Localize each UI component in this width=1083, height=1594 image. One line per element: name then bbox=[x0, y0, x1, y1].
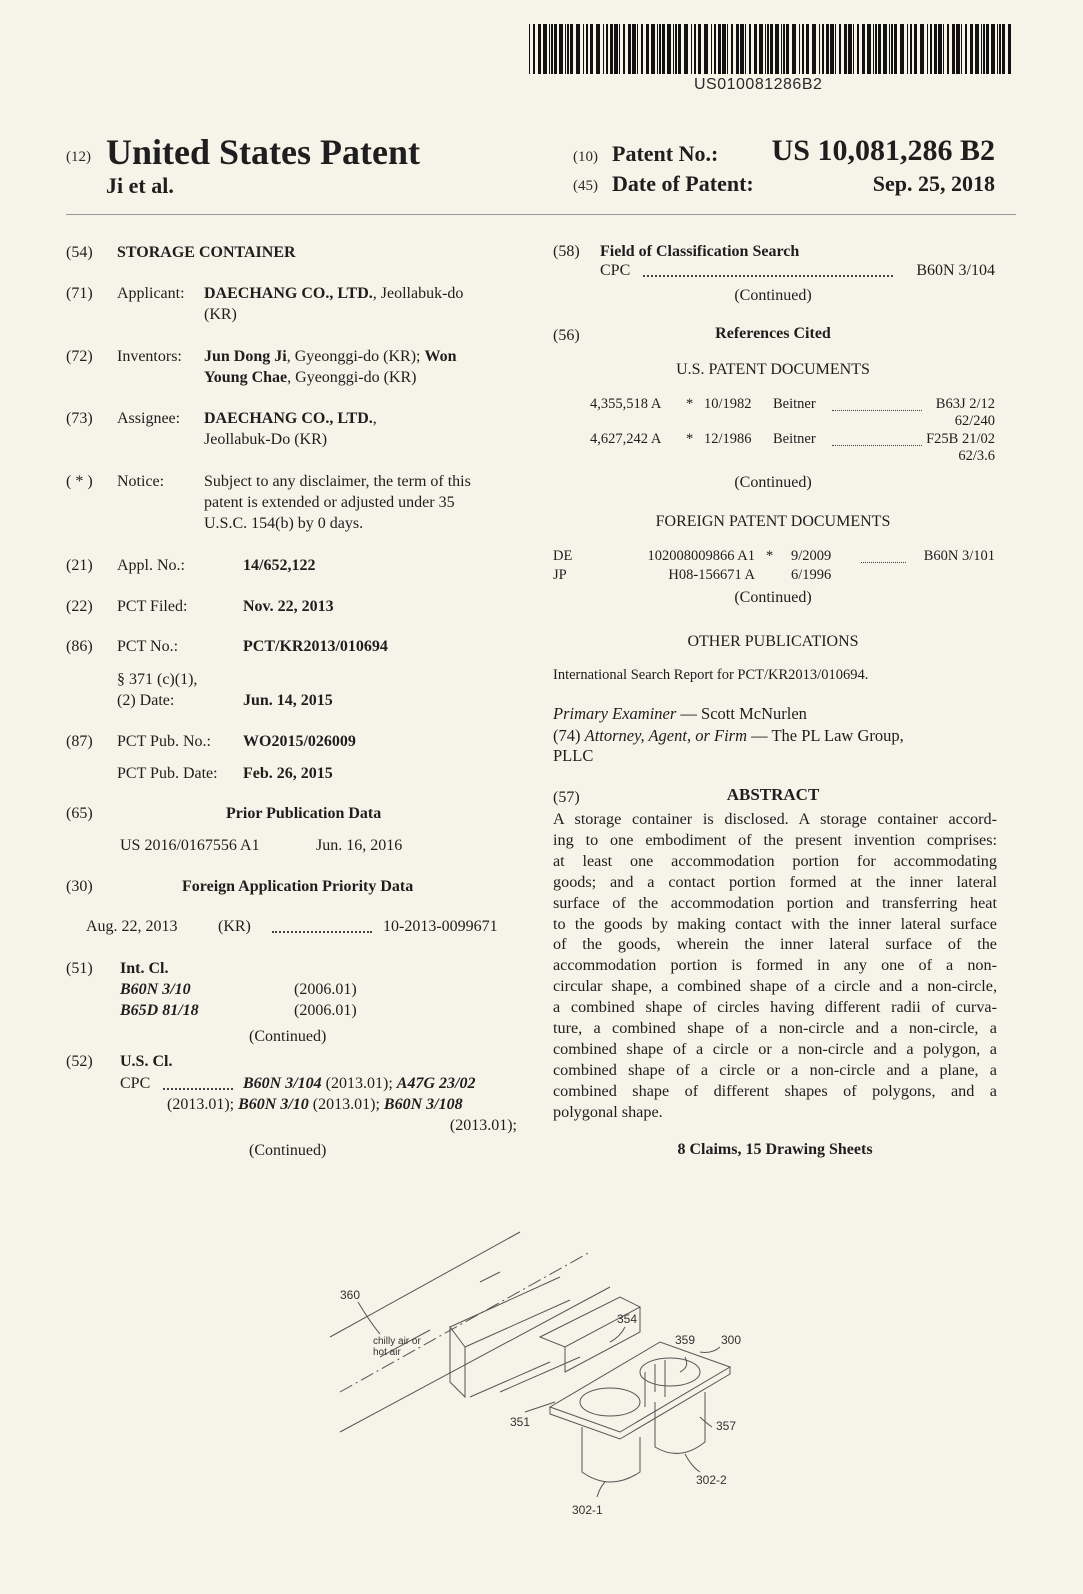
container-plate bbox=[550, 1342, 730, 1432]
barcode-bar bbox=[551, 24, 553, 74]
class-search-continued: (Continued) bbox=[734, 287, 812, 304]
examiner-name: — Scott McNurlen bbox=[676, 704, 807, 723]
barcode-bar bbox=[857, 24, 859, 74]
representative-drawing bbox=[320, 1222, 760, 1522]
abstract-line: at least one accommodation portion for accommodating bbox=[553, 851, 997, 870]
assignee-location: Jeollabuk-Do (KR) bbox=[204, 431, 328, 448]
leader-dots bbox=[861, 562, 906, 563]
barcode-bar bbox=[718, 24, 721, 74]
us-cl-line2 bbox=[167, 1094, 463, 1115]
notice-line1: Subject to any disclaimer, the term of this bbox=[204, 473, 471, 490]
prior-pub-date: Jun. 16, 2016 bbox=[316, 837, 403, 854]
inventors-line1 bbox=[204, 346, 456, 367]
assignee-comma: , bbox=[372, 410, 377, 427]
abstract-line: circular shape, a combined shape of a circle and a non-circle, bbox=[553, 977, 997, 996]
label-air-2: hot air bbox=[373, 1347, 401, 1358]
applicant-name: DAECHANG CO., LTD. bbox=[204, 285, 373, 302]
barcode-bar bbox=[981, 24, 982, 74]
barcode-bar bbox=[606, 24, 608, 74]
barcode-bar bbox=[704, 24, 708, 74]
barcode-bar bbox=[678, 24, 681, 74]
us-ref-name: Beitner bbox=[773, 431, 816, 447]
label-351: 351 bbox=[510, 1415, 531, 1429]
barcode-bar bbox=[991, 24, 995, 74]
barcode-bar bbox=[806, 24, 809, 74]
barcode-bar bbox=[956, 24, 960, 74]
barcode-bar bbox=[596, 24, 600, 74]
abstract-title: ABSTRACT bbox=[726, 785, 820, 804]
barcode-bar bbox=[567, 24, 569, 74]
abstract-line: surface of the accommodation portion and transferring heat bbox=[553, 893, 997, 912]
abstract-line: combined shape of a circle or a non-circle and a polygon, a bbox=[553, 1039, 997, 1058]
claims-summary: 8 Claims, 15 Drawing Sheets bbox=[677, 1141, 873, 1158]
code-21: (21) bbox=[66, 557, 93, 574]
label-302-1: 302-1 bbox=[572, 1503, 603, 1517]
barcode-bar bbox=[1002, 24, 1005, 74]
leader-line bbox=[700, 1417, 712, 1427]
barcode-bar bbox=[799, 24, 800, 74]
invention-title: STORAGE CONTAINER bbox=[117, 244, 296, 261]
date-label: Date of Patent: bbox=[612, 171, 754, 196]
int-cl-1: B60N 3/10 bbox=[120, 981, 191, 998]
examiner-label: Primary Examiner bbox=[553, 704, 677, 723]
patent-no-label: Patent No.: bbox=[612, 141, 719, 166]
barcode-bar bbox=[900, 24, 904, 74]
barcode-bar bbox=[781, 24, 782, 74]
notice-label: Notice: bbox=[117, 473, 165, 490]
barcode-bar bbox=[559, 24, 563, 74]
patent-title: United States Patent bbox=[106, 132, 420, 172]
barcode-bar bbox=[623, 24, 625, 74]
barcode-bar bbox=[586, 24, 588, 74]
barcode-bar bbox=[839, 24, 841, 74]
barcode-bar bbox=[610, 24, 613, 74]
barcode-bar bbox=[920, 24, 924, 74]
foreign-ref-date: 6/1996 bbox=[791, 567, 832, 583]
foreign-ref-class: B60N 3/101 bbox=[923, 548, 995, 564]
other-pub-entry: International Search Report for PCT/KR2013/010694. bbox=[553, 667, 869, 683]
barcode-bar bbox=[862, 24, 865, 74]
us-ref-star: * bbox=[686, 396, 694, 412]
us-cl-d: B60N 3/108 bbox=[383, 1096, 463, 1113]
int-cl-1-version: (2006.01) bbox=[294, 981, 357, 998]
assignee-name: DAECHANG CO., LTD. bbox=[204, 410, 373, 427]
barcode-bar bbox=[632, 24, 636, 74]
barcode-bar bbox=[533, 24, 535, 74]
barcode-bar bbox=[543, 24, 547, 74]
slide-rail bbox=[470, 1362, 550, 1397]
examiner-line bbox=[553, 704, 807, 724]
us-ref-class-2: 62/3.6 bbox=[958, 448, 995, 464]
pct-filed-value: Nov. 22, 2013 bbox=[243, 598, 334, 615]
prior-pub-number: US 2016/0167556 A1 bbox=[120, 837, 260, 854]
barcode-bar bbox=[722, 24, 726, 74]
barcode-bar bbox=[930, 24, 932, 74]
leader-line bbox=[700, 1347, 720, 1352]
us-ref-class-2: 62/240 bbox=[954, 413, 995, 429]
inventors-line2 bbox=[204, 367, 416, 388]
notice-line3: U.S.C. 154(b) by 0 days. bbox=[204, 515, 364, 532]
barcode-bar bbox=[947, 24, 949, 74]
prior-pub-title: Prior Publication Data bbox=[226, 805, 382, 822]
abstract-line: to the goods by making contact with the inner lateral surface bbox=[553, 914, 997, 933]
barcode-bar bbox=[826, 24, 829, 74]
barcode-bar bbox=[714, 24, 716, 74]
foreign-ref-country: DE bbox=[553, 548, 573, 564]
us-cl-cpc: CPC bbox=[120, 1075, 151, 1092]
barcode-bar bbox=[646, 24, 649, 74]
us-ref-date: 10/1982 bbox=[704, 396, 752, 412]
cup-body bbox=[582, 1427, 640, 1482]
cup-opening bbox=[580, 1388, 640, 1416]
code-71: (71) bbox=[66, 285, 93, 302]
foreign-ref-country: JP bbox=[553, 567, 567, 583]
barcode-bar bbox=[767, 24, 769, 74]
barcode-bar bbox=[554, 24, 557, 74]
priority-date: Aug. 22, 2013 bbox=[86, 918, 178, 935]
barcode bbox=[529, 24, 1011, 74]
notice-line2: patent is extended or adjusted under 35 bbox=[204, 494, 455, 511]
class-search-value: B60N 3/104 bbox=[916, 262, 995, 279]
barcode-bar bbox=[628, 24, 631, 74]
us-ref-name: Beitner bbox=[773, 396, 816, 412]
foreign-ref-star: * bbox=[766, 548, 774, 564]
barcode-bar bbox=[745, 24, 746, 74]
inventor-2-first: Won bbox=[424, 348, 457, 365]
code-51: (51) bbox=[66, 960, 93, 977]
foreign-patents-title: FOREIGN PATENT DOCUMENTS bbox=[655, 513, 891, 530]
label-354: 354 bbox=[617, 1312, 638, 1326]
barcode-bar bbox=[637, 24, 638, 74]
assignee-label: Assignee: bbox=[117, 410, 181, 427]
abstract-line: ture, a combined shape of a non-circle and a non-circle, a bbox=[553, 1019, 997, 1038]
us-ref-class: F25B 21/02 bbox=[926, 431, 995, 447]
barcode-bar bbox=[802, 24, 804, 74]
barcode-bar bbox=[878, 24, 881, 74]
appl-no-value: 14/652,122 bbox=[243, 557, 316, 574]
barcode-bar bbox=[641, 24, 643, 74]
code-notice: ( * ) bbox=[66, 473, 93, 490]
assignee-value bbox=[204, 408, 377, 429]
inventor-1: Jun Dong Ji bbox=[204, 348, 287, 365]
us-cl-b-year: (2013.01); bbox=[167, 1096, 239, 1113]
foreign-ref-number: H08-156671 A bbox=[668, 567, 755, 583]
code-74: (74) bbox=[553, 726, 585, 745]
header-divider bbox=[66, 214, 1016, 215]
barcode-bar bbox=[819, 24, 820, 74]
cup-body bbox=[655, 1392, 705, 1453]
foreign-ref-number: 102008009866 A1 bbox=[647, 548, 755, 564]
barcode-bar bbox=[775, 24, 779, 74]
abstract-body bbox=[553, 809, 997, 1123]
leader-dots bbox=[272, 931, 372, 933]
barcode-bar bbox=[986, 24, 989, 74]
barcode-bar bbox=[822, 24, 824, 74]
pct-pub-date: Feb. 26, 2015 bbox=[243, 765, 333, 782]
sec371-label: § 371 (c)(1), bbox=[117, 671, 198, 688]
abstract-line: a combined shape of circles having different radii of curva- bbox=[553, 998, 997, 1017]
code-10: (10) bbox=[573, 149, 598, 165]
barcode-bar bbox=[894, 24, 897, 74]
inventor-2-last: Young Chae bbox=[204, 369, 288, 386]
us-patents-title: U.S. PATENT DOCUMENTS bbox=[676, 361, 870, 378]
abstract-line: of the goods, wherein the inner lateral surface of the bbox=[553, 935, 997, 954]
barcode-bar bbox=[891, 24, 893, 74]
barcode-bar bbox=[952, 24, 955, 74]
code-86: (86) bbox=[66, 638, 93, 655]
barcode-bar bbox=[999, 24, 1001, 74]
barcode-bar bbox=[844, 24, 847, 74]
inventor-2-location: , Gyeonggi-do (KR) bbox=[287, 369, 417, 386]
label-air-1: chilly air or bbox=[373, 1336, 421, 1347]
barcode-bar bbox=[889, 24, 890, 74]
label-302-2: 302-2 bbox=[696, 1473, 727, 1487]
barcode-bar bbox=[590, 24, 593, 74]
cup-opening bbox=[640, 1358, 700, 1386]
us-ref-date: 12/1986 bbox=[704, 431, 752, 447]
applicant-location: , Jeollabuk-do bbox=[372, 285, 464, 302]
barcode-bar bbox=[765, 24, 766, 74]
priority-number: 10-2013-0099671 bbox=[383, 918, 498, 935]
barcode-bar bbox=[961, 24, 962, 74]
barcode-bar bbox=[812, 24, 816, 74]
patent-date: Sep. 25, 2018 bbox=[872, 171, 995, 196]
barcode-bar bbox=[659, 24, 661, 74]
rail-line bbox=[480, 1272, 500, 1282]
barcode-bar bbox=[711, 24, 712, 74]
barcode-bar bbox=[997, 24, 998, 74]
barcode-bar bbox=[583, 24, 584, 74]
rail-line bbox=[330, 1232, 520, 1337]
priority-title: Foreign Application Priority Data bbox=[182, 878, 414, 895]
attorney-line2: PLLC bbox=[553, 746, 594, 765]
code-72: (72) bbox=[66, 348, 93, 365]
barcode-bar bbox=[691, 24, 692, 74]
int-cl-continued: (Continued) bbox=[249, 1028, 327, 1045]
barcode-bar bbox=[740, 24, 744, 74]
barcode-bar bbox=[565, 24, 566, 74]
barcode-bar bbox=[749, 24, 751, 74]
barcode-bar bbox=[770, 24, 773, 74]
barcode-bar bbox=[875, 24, 877, 74]
barcode-bar bbox=[983, 24, 985, 74]
code-30: (30) bbox=[66, 878, 93, 895]
abstract-line: combined shape of a circle or a non-circle and a plane, a bbox=[553, 1060, 997, 1079]
pct-pub-no-value: WO2015/026009 bbox=[243, 733, 356, 750]
pct-filed-label: PCT Filed: bbox=[117, 598, 188, 615]
barcode-bar bbox=[934, 24, 937, 74]
appl-no-label: Appl. No.: bbox=[117, 557, 185, 574]
code-58: (58) bbox=[553, 243, 580, 260]
class-search-cpc: CPC bbox=[600, 262, 631, 279]
barcode-bar bbox=[783, 24, 785, 74]
barcode-bar bbox=[914, 24, 917, 74]
barcode-bar bbox=[943, 24, 944, 74]
leader-dots bbox=[832, 445, 922, 446]
leader-line bbox=[685, 1454, 700, 1472]
us-refs-continued: (Continued) bbox=[734, 474, 812, 491]
us-cl-line1 bbox=[243, 1073, 475, 1094]
barcode-bar bbox=[576, 24, 580, 74]
barcode-bar bbox=[549, 24, 550, 74]
barcode-bar bbox=[965, 24, 967, 74]
authors: Ji et al. bbox=[106, 173, 174, 198]
code-57: (57) bbox=[553, 789, 580, 806]
int-cl-title: Int. Cl. bbox=[120, 960, 169, 977]
pct-no-label: PCT No.: bbox=[117, 638, 179, 655]
priority-country: (KR) bbox=[218, 918, 251, 935]
abstract-line: accommodation portion is formed in any one of a non- bbox=[553, 956, 997, 975]
barcode-bar bbox=[830, 24, 834, 74]
barcode-bar bbox=[927, 24, 928, 74]
int-cl-2-version: (2006.01) bbox=[294, 1002, 357, 1019]
pct-pub-no-label: PCT Pub. No.: bbox=[117, 733, 211, 750]
label-300: 300 bbox=[721, 1333, 742, 1347]
code-73: (73) bbox=[66, 410, 93, 427]
barcode-number: US010081286B2 bbox=[694, 76, 823, 93]
attorney-label: Attorney, Agent, or Firm bbox=[584, 726, 748, 745]
barcode-bar bbox=[873, 24, 874, 74]
leader-dots bbox=[163, 1088, 233, 1090]
barcode-bar bbox=[673, 24, 674, 74]
barcode-bar bbox=[694, 24, 696, 74]
code-52: (52) bbox=[66, 1053, 93, 1070]
barcode-bar bbox=[759, 24, 763, 74]
barcode-bar bbox=[529, 24, 530, 74]
barcode-bar bbox=[848, 24, 852, 74]
references-title: References Cited bbox=[715, 325, 831, 342]
barcode-bar bbox=[675, 24, 677, 74]
partition bbox=[450, 1327, 465, 1397]
barcode-bar bbox=[667, 24, 671, 74]
us-cl-b: A47G 23/02 bbox=[396, 1075, 476, 1092]
partition-edge bbox=[465, 1300, 570, 1347]
us-ref-class: B63J 2/12 bbox=[935, 396, 995, 412]
us-cl-c: B60N 3/10 bbox=[238, 1096, 309, 1113]
us-ref-number: 4,627,242 A bbox=[590, 431, 662, 447]
barcode-bar bbox=[938, 24, 942, 74]
barcode-bar bbox=[657, 24, 658, 74]
applicant-label: Applicant: bbox=[117, 285, 185, 302]
us-cl-continued: (Continued) bbox=[249, 1142, 327, 1159]
attorney-name: — The PL Law Group, bbox=[747, 726, 904, 745]
barcode-bar bbox=[603, 24, 604, 74]
pct-pub-date-label: PCT Pub. Date: bbox=[117, 765, 218, 782]
barcode-bar bbox=[975, 24, 979, 74]
code-54: (54) bbox=[66, 244, 93, 261]
code-12: (12) bbox=[66, 149, 91, 165]
applicant-country: (KR) bbox=[204, 306, 237, 323]
patent-number: US 10,081,286 B2 bbox=[771, 134, 995, 167]
barcode-bar bbox=[1008, 24, 1011, 74]
code-87: (87) bbox=[66, 733, 93, 750]
partition-edge bbox=[450, 1277, 560, 1327]
inventors-label: Inventors: bbox=[117, 348, 182, 365]
inventor-1-location: , Gyeonggi-do (KR); bbox=[286, 348, 425, 365]
barcode-bar bbox=[754, 24, 757, 74]
barcode-bar bbox=[883, 24, 887, 74]
us-cl-d-year: (2013.01); bbox=[449, 1117, 517, 1134]
foreign-ref-date: 9/2009 bbox=[791, 548, 832, 564]
leader-line bbox=[597, 1482, 605, 1497]
contact-portion bbox=[645, 1360, 665, 1407]
slide-rail bbox=[500, 1357, 580, 1392]
sec371-date-label: (2) Date: bbox=[117, 692, 175, 709]
leader-line bbox=[610, 1327, 625, 1342]
barcode-bar bbox=[907, 24, 908, 74]
barcode-bar bbox=[910, 24, 912, 74]
attorney-line bbox=[553, 726, 904, 746]
barcode-bar bbox=[867, 24, 871, 74]
us-cl-title: U.S. Cl. bbox=[120, 1053, 173, 1070]
leader-line bbox=[358, 1302, 380, 1334]
leader-dots bbox=[643, 275, 893, 277]
barcode-bar bbox=[684, 24, 688, 74]
class-search-title: Field of Classification Search bbox=[600, 243, 800, 260]
us-ref-number: 4,355,518 A bbox=[590, 396, 662, 412]
abstract-line: ing to one embodiment of the present invention comprises: bbox=[553, 830, 997, 849]
us-cl-c-year: (2013.01); bbox=[308, 1096, 384, 1113]
code-56: (56) bbox=[553, 327, 580, 344]
barcode-bar bbox=[970, 24, 973, 74]
barcode-bar bbox=[614, 24, 618, 74]
pct-no-value: PCT/KR2013/010694 bbox=[243, 638, 388, 655]
barcode-bar bbox=[538, 24, 541, 74]
label-359: 359 bbox=[675, 1333, 696, 1347]
us-ref-star: * bbox=[686, 431, 694, 447]
barcode-bar bbox=[727, 24, 728, 74]
us-cl-a-year: (2013.01); bbox=[321, 1075, 397, 1092]
barcode-bar bbox=[736, 24, 739, 74]
other-pub-title: OTHER PUBLICATIONS bbox=[687, 633, 859, 650]
barcode-bar bbox=[570, 24, 573, 74]
abstract-line: combined shape of different shapes of polygons, and a bbox=[553, 1081, 997, 1100]
abstract-line: A storage container is disclosed. A storage container accord- bbox=[553, 810, 997, 828]
barcode-bar bbox=[619, 24, 620, 74]
barcode-bar bbox=[835, 24, 836, 74]
us-cl-a: B60N 3/104 bbox=[243, 1075, 322, 1092]
int-cl-2: B65D 81/18 bbox=[120, 1002, 199, 1019]
barcode-bar bbox=[792, 24, 796, 74]
code-45: (45) bbox=[573, 178, 598, 194]
label-357: 357 bbox=[716, 1419, 737, 1433]
code-22: (22) bbox=[66, 598, 93, 615]
abstract-line: goods; and a contact portion formed at the inner lateral bbox=[553, 872, 997, 891]
barcode-bar bbox=[853, 24, 854, 74]
barcode-bar bbox=[662, 24, 665, 74]
barcode-bar bbox=[731, 24, 733, 74]
abstract-line: polygonal shape. bbox=[553, 1102, 663, 1121]
barcode-bar bbox=[651, 24, 655, 74]
leader-dots bbox=[832, 410, 922, 411]
sec371-date: Jun. 14, 2015 bbox=[243, 692, 333, 709]
barcode-bar bbox=[786, 24, 789, 74]
applicant-value bbox=[204, 283, 463, 304]
barcode-bar bbox=[698, 24, 701, 74]
label-360: 360 bbox=[340, 1288, 361, 1302]
foreign-refs-continued: (Continued) bbox=[734, 589, 812, 606]
code-65: (65) bbox=[66, 805, 93, 822]
